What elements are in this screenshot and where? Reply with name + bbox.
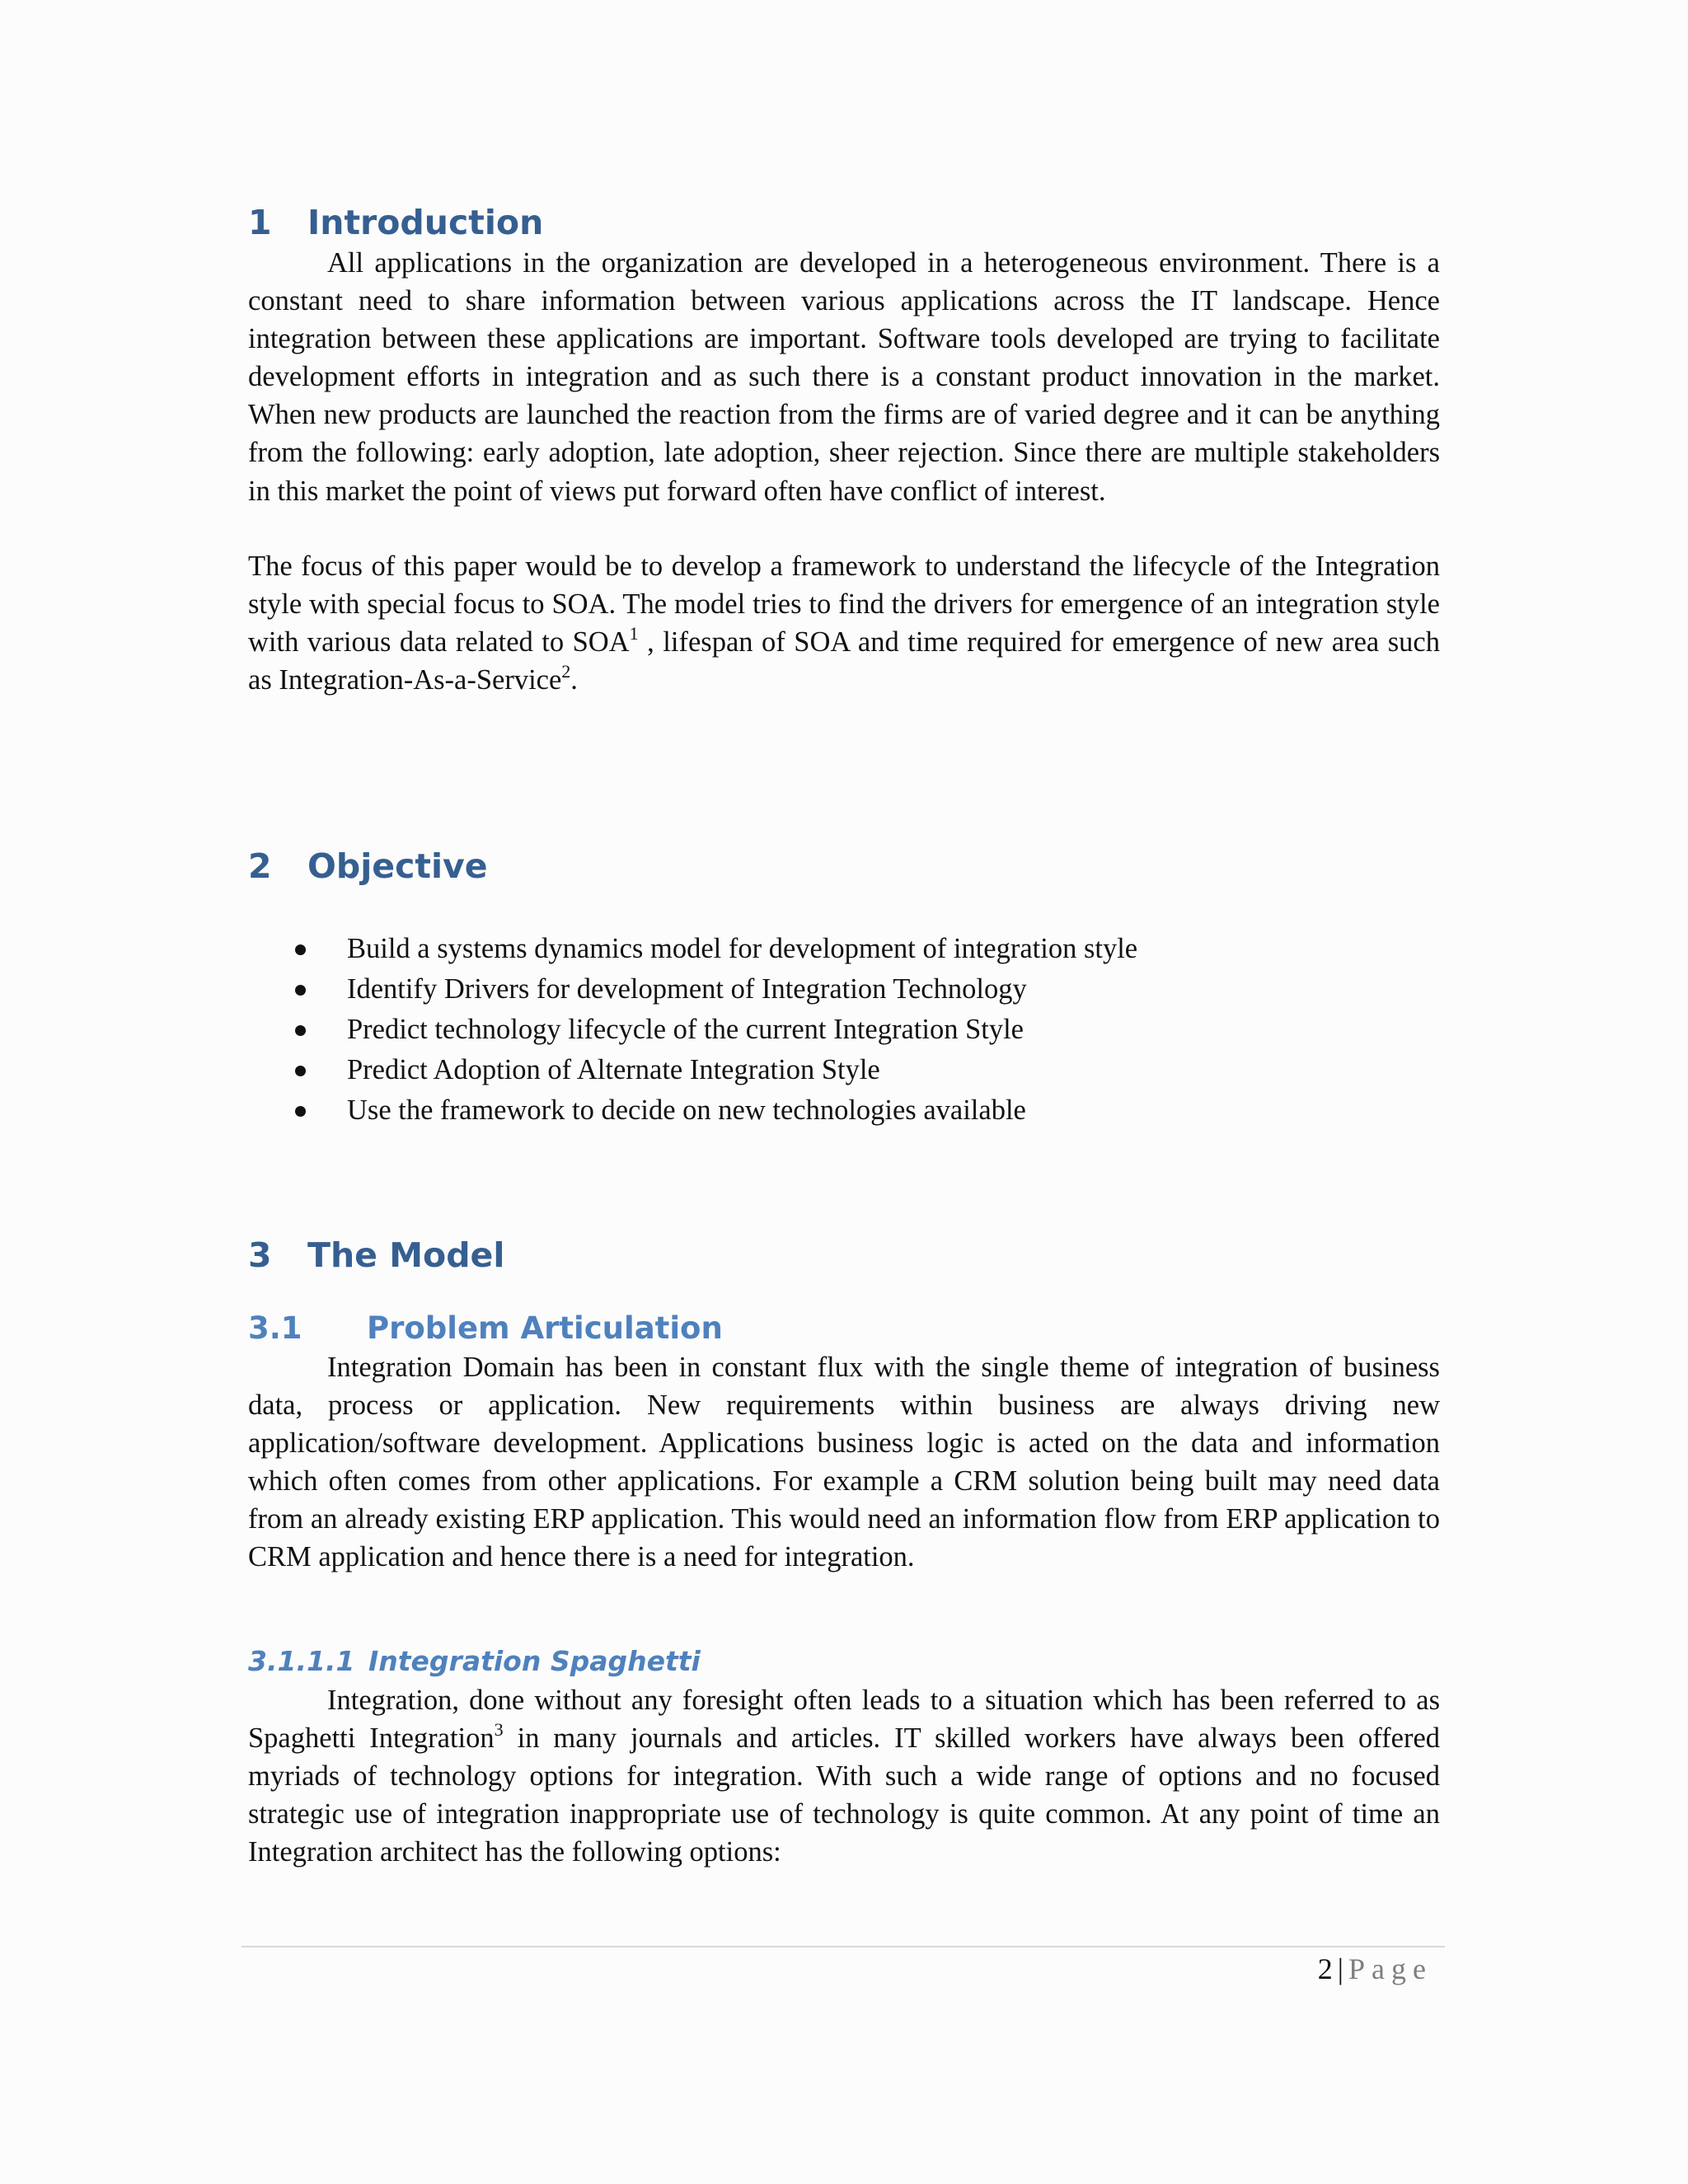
- list-item-text: Predict technology lifecycle of the current Integration Style: [347, 1014, 1024, 1045]
- list-item-text: Build a systems dynamics model for development of integration style: [347, 933, 1138, 964]
- heading-number: 3: [248, 1235, 272, 1275]
- heading-introduction: [248, 203, 544, 242]
- heading-number: 2: [248, 846, 272, 886]
- heading-title: Introduction: [307, 203, 544, 242]
- heading-the-model: [248, 1235, 505, 1275]
- heading-objective: [248, 846, 488, 886]
- intro-paragraph-2: [248, 547, 1440, 699]
- list-item: [248, 1090, 1137, 1131]
- intro-paragraph-2-text-c: .: [570, 664, 578, 696]
- objective-bullet-list: [248, 929, 1137, 1131]
- heading-problem-articulation: [248, 1310, 723, 1346]
- bullet-icon: [295, 944, 306, 955]
- list-item-text: Predict Adoption of Alternate Integration Style: [347, 1054, 880, 1085]
- list-item: [248, 1010, 1137, 1050]
- page-number: 2: [1317, 1952, 1333, 1985]
- footnote-ref-2[interactable]: 2: [561, 660, 571, 682]
- spaghetti-paragraph-text-b: in many journals and articles. IT skilled workers have always been offered myriads of technology options for integration. With such a wide range of options and no focused strategic use of integration inappropriate use of technology is quite common. At any point of time an Integration architect has the following options:: [248, 1722, 1441, 1868]
- footer-divider: [241, 1946, 1445, 1947]
- page-footer: [1318, 1952, 1432, 1986]
- list-item: [248, 969, 1137, 1010]
- heading-title: Objective: [307, 846, 488, 886]
- footnote-ref-3[interactable]: 3: [494, 1718, 504, 1740]
- heading-title: Problem Articulation: [367, 1310, 723, 1346]
- list-item-text: Identify Drivers for development of Integration Technology: [347, 973, 1027, 1005]
- intro-paragraph-2-text-a: The focus of this paper would be to develop a framework to understand the lifecycle of the Integration style with special focus to SOA. The model tries to find the drivers for emergence of an integration style with various data related to SOA: [248, 551, 1440, 658]
- footer-separator: |: [1337, 1952, 1344, 1985]
- intro-paragraph-2-text-b: , lifespan of SOA and time required for emergence of new area such as Integration-As-a-Service: [248, 626, 1440, 696]
- heading-number: 1: [248, 203, 272, 242]
- problem-articulation-paragraph: Integration Domain has been in constant flux with the single theme of integration of business data, process or application. New requirements within business are always driving new application/software development. Applications business logic is acted on the data and information which often comes from other applications. For example a CRM solution being built may need data from an already existing ERP application. This would need an information flow from ERP application to CRM application and hence there is a need for integration.: [248, 1352, 1440, 1573]
- bullet-icon: [295, 1066, 306, 1076]
- page-label: Page: [1348, 1952, 1432, 1985]
- list-item: [248, 1050, 1137, 1090]
- spaghetti-paragraph-text-a: Integration, done without any foresight often leads to a situation which has been referred to as Spaghetti Integration: [248, 1685, 1440, 1755]
- heading-integration-spaghetti: [248, 1647, 701, 1675]
- list-item-text: Use the framework to decide on new technologies available: [347, 1094, 1026, 1126]
- bullet-icon: [295, 1106, 306, 1117]
- bullet-icon: [295, 1025, 306, 1036]
- integration-spaghetti-paragraph: [248, 1681, 1440, 1871]
- heading-title: Integration Spaghetti: [368, 1645, 701, 1677]
- heading-title: The Model: [307, 1235, 505, 1275]
- footnote-ref-1[interactable]: 1: [629, 622, 639, 644]
- list-item: [248, 929, 1137, 969]
- heading-number: 3.1.1.1: [248, 1645, 355, 1677]
- heading-number: 3.1: [248, 1310, 302, 1346]
- bullet-icon: [295, 985, 306, 996]
- intro-paragraph-1: All applications in the organization are developed in a heterogeneous environment. There is a constant need to share information between various applications across the IT landscape. Hence integration between these applications are important. Software tools developed are trying to facilitate development efforts in integration and as such there is a constant product innovation in the market. When new products are launched the reaction from the firms are of varied degree and it can be anything from the following: early adoption, late adoption, sheer rejection. Since there are multiple stakeholders in this market the point of views put forward often have conflict of interest.: [248, 247, 1440, 507]
